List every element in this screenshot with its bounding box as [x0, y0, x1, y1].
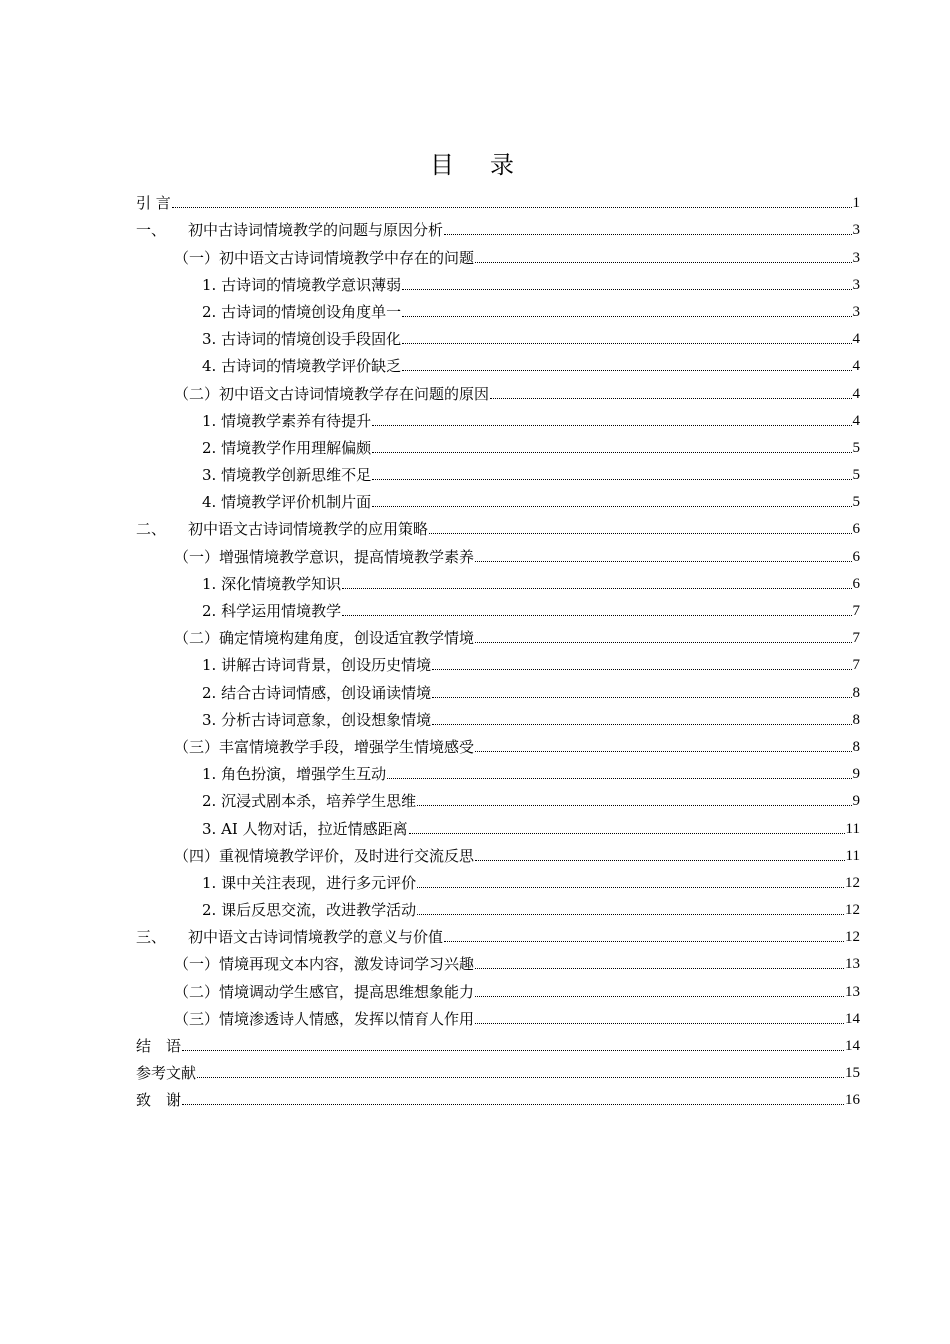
toc-entry-title	[174, 384, 489, 404]
toc-entry-text: （一）初中语文古诗词情境教学中存在的问题	[174, 248, 475, 267]
toc-entry[interactable]	[136, 621, 860, 648]
dot-leader	[475, 642, 851, 643]
toc-entry[interactable]	[136, 866, 860, 893]
toc-entry-title	[202, 791, 416, 811]
toc-entry-title	[174, 954, 474, 974]
dot-leader	[402, 316, 851, 317]
toc-entry[interactable]	[136, 839, 860, 866]
toc-entry[interactable]	[136, 648, 860, 675]
toc-entry-title	[202, 601, 341, 621]
toc-entry-text: 1. 课中关注表现，进行多元评价	[202, 873, 417, 892]
dot-leader	[342, 588, 851, 589]
toc-entry-title	[202, 411, 371, 431]
dot-leader	[432, 669, 851, 670]
toc-entry-text: 1. 古诗词的情境教学意识薄弱	[202, 275, 402, 294]
toc-entry[interactable]	[136, 186, 860, 213]
dot-leader	[475, 561, 851, 562]
toc-entry-title	[202, 438, 371, 458]
toc-entry-title	[202, 356, 401, 376]
toc-entry-title	[202, 900, 416, 920]
toc-entry[interactable]	[136, 784, 860, 811]
toc-page-number: 4	[852, 385, 860, 402]
toc-entry[interactable]	[136, 295, 860, 322]
toc-entry[interactable]	[136, 703, 860, 730]
toc-page-number: 12	[845, 929, 860, 946]
toc-entry-text: 初中语文古诗词情境教学的意义与价值	[188, 928, 444, 947]
toc-entry-text: （四）重视情境教学评价，及时进行交流反思	[174, 846, 475, 865]
toc-entry-title	[136, 1036, 181, 1056]
dot-leader	[172, 207, 852, 208]
dot-leader	[372, 425, 851, 426]
dot-leader	[402, 370, 851, 371]
toc-entry[interactable]	[136, 404, 860, 431]
toc-entry-text: （一）增强情境教学意识，提高情境教学素养	[174, 547, 475, 566]
dot-leader	[475, 860, 845, 861]
toc-entry-text: （三）丰富情境教学手段，增强学生情境感受	[174, 737, 475, 756]
dot-leader	[197, 1077, 844, 1078]
toc-entry[interactable]	[136, 947, 860, 974]
toc-entry-text: （三）情境渗透诗人情感，发挥以情育人作用	[174, 1009, 475, 1028]
toc-entry[interactable]	[136, 1083, 860, 1110]
toc-page-number: 3	[852, 249, 860, 266]
toc-entry-text: 2. 情境教学作用理解偏颇	[202, 438, 372, 457]
toc-entry-text: 1. 讲解古诗词背景，创设历史情境	[202, 656, 432, 675]
dot-leader	[432, 724, 851, 725]
toc-page-number: 3	[852, 276, 860, 293]
toc-page-number: 11	[845, 820, 860, 837]
dot-leader	[417, 887, 844, 888]
toc-entry-title	[202, 710, 431, 730]
dot-leader	[490, 398, 851, 399]
toc-entry-title	[136, 220, 443, 240]
toc-entry-text: 2. 科学运用情境教学	[202, 602, 342, 620]
toc-entry[interactable]	[136, 974, 860, 1001]
toc-entry-text: 2. 古诗词的情境创设角度单一	[202, 302, 402, 321]
dot-leader	[475, 996, 844, 997]
dot-leader	[387, 778, 851, 779]
toc-page-number: 8	[852, 711, 860, 728]
toc-entry-text: （二）情境调动学生感官，提高思维想象能力	[174, 982, 475, 1001]
toc-entry[interactable]	[136, 675, 860, 702]
toc-entry-text: 4. 情境教学评价机制片面	[202, 493, 372, 512]
toc-page-number: 7	[852, 630, 860, 647]
toc-entry-text: 初中古诗词情境教学的问题与原因分析	[188, 221, 444, 240]
toc-entry-title	[174, 1009, 474, 1029]
toc-page-number: 12	[845, 902, 860, 919]
toc-entry-text: 3. AI 人物对话，拉近情感距离	[202, 819, 408, 838]
toc-page-number: 7	[852, 657, 860, 674]
toc-entry[interactable]	[136, 322, 860, 349]
toc-entry[interactable]	[136, 376, 860, 403]
toc-entry-text: 2. 沉浸式剧本杀，培养学生思维	[202, 792, 417, 811]
toc-entry-text: （一）情境再现文本内容，激发诗词学习兴趣	[174, 955, 475, 974]
dot-leader	[182, 1104, 844, 1105]
toc-entry[interactable]	[136, 730, 860, 757]
toc-entry-text: 引 言	[136, 194, 171, 213]
toc-page-number: 3	[852, 222, 860, 239]
toc-entry-text: 1. 情境教学素养有待提升	[202, 411, 372, 430]
toc-entry[interactable]	[136, 1002, 860, 1029]
dot-leader	[417, 914, 844, 915]
toc-page-number: 9	[852, 766, 860, 783]
toc-entry-title	[202, 819, 408, 839]
toc-entry-title	[202, 302, 401, 322]
toc-entry-number: 一、	[136, 221, 167, 240]
toc-entry-title	[136, 1063, 196, 1083]
toc-entry-text: （二）初中语文古诗词情境教学存在问题的原因	[174, 384, 490, 403]
toc-entry-text: 4. 古诗词的情境教学评价缺乏	[202, 357, 402, 376]
toc-entry-title	[174, 846, 474, 866]
toc-entry-title	[202, 329, 401, 349]
dot-leader	[372, 452, 851, 453]
toc-page-number: 14	[845, 1010, 860, 1027]
toc-entry[interactable]	[136, 268, 860, 295]
dot-leader	[429, 533, 851, 534]
toc-entry-text: （二）确定情境构建角度，创设适宜教学情境	[174, 629, 475, 648]
toc-entry-title	[202, 655, 431, 675]
dot-leader	[432, 697, 851, 698]
toc-entry-title	[202, 764, 386, 784]
toc-page-number: 6	[852, 548, 860, 565]
dot-leader	[475, 1023, 844, 1024]
toc-entry[interactable]	[136, 594, 860, 621]
toc-page-number: 13	[845, 956, 860, 973]
dot-leader	[417, 805, 851, 806]
dot-leader	[475, 968, 844, 969]
toc-entry[interactable]	[136, 213, 860, 240]
toc-entry-text: 初中语文古诗词情境教学的应用策略	[188, 520, 429, 539]
toc-entry-text: 1. 深化情境教学知识	[202, 574, 342, 593]
toc-entry-title	[202, 492, 371, 512]
toc-entry[interactable]	[136, 920, 860, 947]
toc-entry-title	[202, 275, 401, 295]
toc-entry-number: 二、	[136, 520, 167, 539]
dot-leader	[182, 1050, 844, 1051]
toc-entry-text: 3. 情境教学创新思维不足	[202, 466, 372, 485]
toc-entry-text: 3. 分析古诗词意象，创设想象情境	[202, 710, 432, 729]
toc-page-number: 7	[852, 603, 860, 619]
toc-page-number: 3	[852, 303, 860, 320]
toc-page-number: 11	[845, 847, 860, 864]
toc-entry[interactable]	[136, 458, 860, 485]
toc-page-number: 4	[852, 331, 860, 348]
toc-page-number: 13	[845, 983, 860, 1000]
toc-entry[interactable]	[136, 539, 860, 566]
toc-page-number: 5	[852, 467, 860, 484]
toc-page-number: 6	[852, 521, 860, 538]
toc-page-number: 1	[852, 195, 860, 212]
toc-entry-title	[174, 248, 474, 268]
toc-entry-text: 2. 课后反思交流，改进教学活动	[202, 901, 417, 920]
toc-entry-title	[202, 574, 341, 594]
toc-entry[interactable]	[136, 757, 860, 784]
toc-page-number: 16	[845, 1092, 860, 1109]
toc-page-number: 9	[852, 793, 860, 810]
toc-page-number: 15	[845, 1065, 860, 1082]
toc-entry-title	[136, 1090, 181, 1110]
toc-entry[interactable]	[136, 431, 860, 458]
dot-leader	[342, 615, 851, 616]
toc-page-number: 6	[852, 575, 860, 592]
dot-leader	[372, 506, 851, 507]
toc-entry-number: 三、	[136, 928, 167, 947]
toc-entry-title	[136, 927, 443, 947]
toc-entry-text: 3. 古诗词的情境创设手段固化	[202, 330, 402, 349]
toc-entry[interactable]	[136, 1056, 860, 1083]
toc-entry-text: 参考文献	[136, 1064, 197, 1083]
dot-leader	[475, 262, 851, 263]
toc-page-number: 4	[852, 412, 860, 429]
dot-leader	[372, 479, 851, 480]
toc-page-number: 14	[845, 1038, 860, 1054]
toc-entry[interactable]	[136, 893, 860, 920]
toc-entry-title	[202, 683, 431, 703]
toc-entry[interactable]	[136, 811, 860, 838]
toc-entry-text: 2. 结合古诗词情感，创设诵读情境	[202, 683, 432, 702]
toc-title: 目 录	[430, 151, 520, 179]
toc-entry[interactable]	[136, 349, 860, 376]
toc-page-number: 8	[852, 738, 860, 755]
toc-entry-title	[174, 737, 474, 757]
toc-entry[interactable]	[136, 1029, 860, 1056]
dot-leader	[444, 941, 844, 942]
toc-entry-text: 1. 角色扮演，增强学生互动	[202, 765, 387, 784]
toc-page-number: 8	[852, 684, 860, 701]
dot-leader	[402, 343, 851, 344]
toc-entry-text: 结 语	[136, 1037, 182, 1055]
toc-entry-title	[174, 982, 474, 1002]
dot-leader	[475, 751, 851, 752]
dot-leader	[402, 289, 851, 290]
toc-entry-title	[202, 465, 371, 485]
toc-page-number: 5	[852, 494, 860, 511]
dot-leader	[444, 234, 851, 235]
toc-entry-text: 致 谢	[136, 1091, 182, 1110]
toc-entry[interactable]	[136, 485, 860, 512]
toc-page-number: 12	[845, 874, 860, 891]
toc-entry[interactable]	[136, 567, 860, 594]
toc-page-number: 4	[852, 358, 860, 375]
toc-page-number: 5	[852, 439, 860, 456]
toc-entry-title	[174, 628, 474, 648]
toc-entry[interactable]	[136, 240, 860, 267]
toc-entry[interactable]	[136, 512, 860, 539]
table-of-contents	[136, 186, 860, 1110]
toc-entry-title	[136, 519, 428, 539]
toc-entry-title	[136, 193, 171, 213]
toc-entry-title	[202, 873, 416, 893]
dot-leader	[409, 833, 845, 834]
toc-entry-title	[174, 547, 474, 567]
